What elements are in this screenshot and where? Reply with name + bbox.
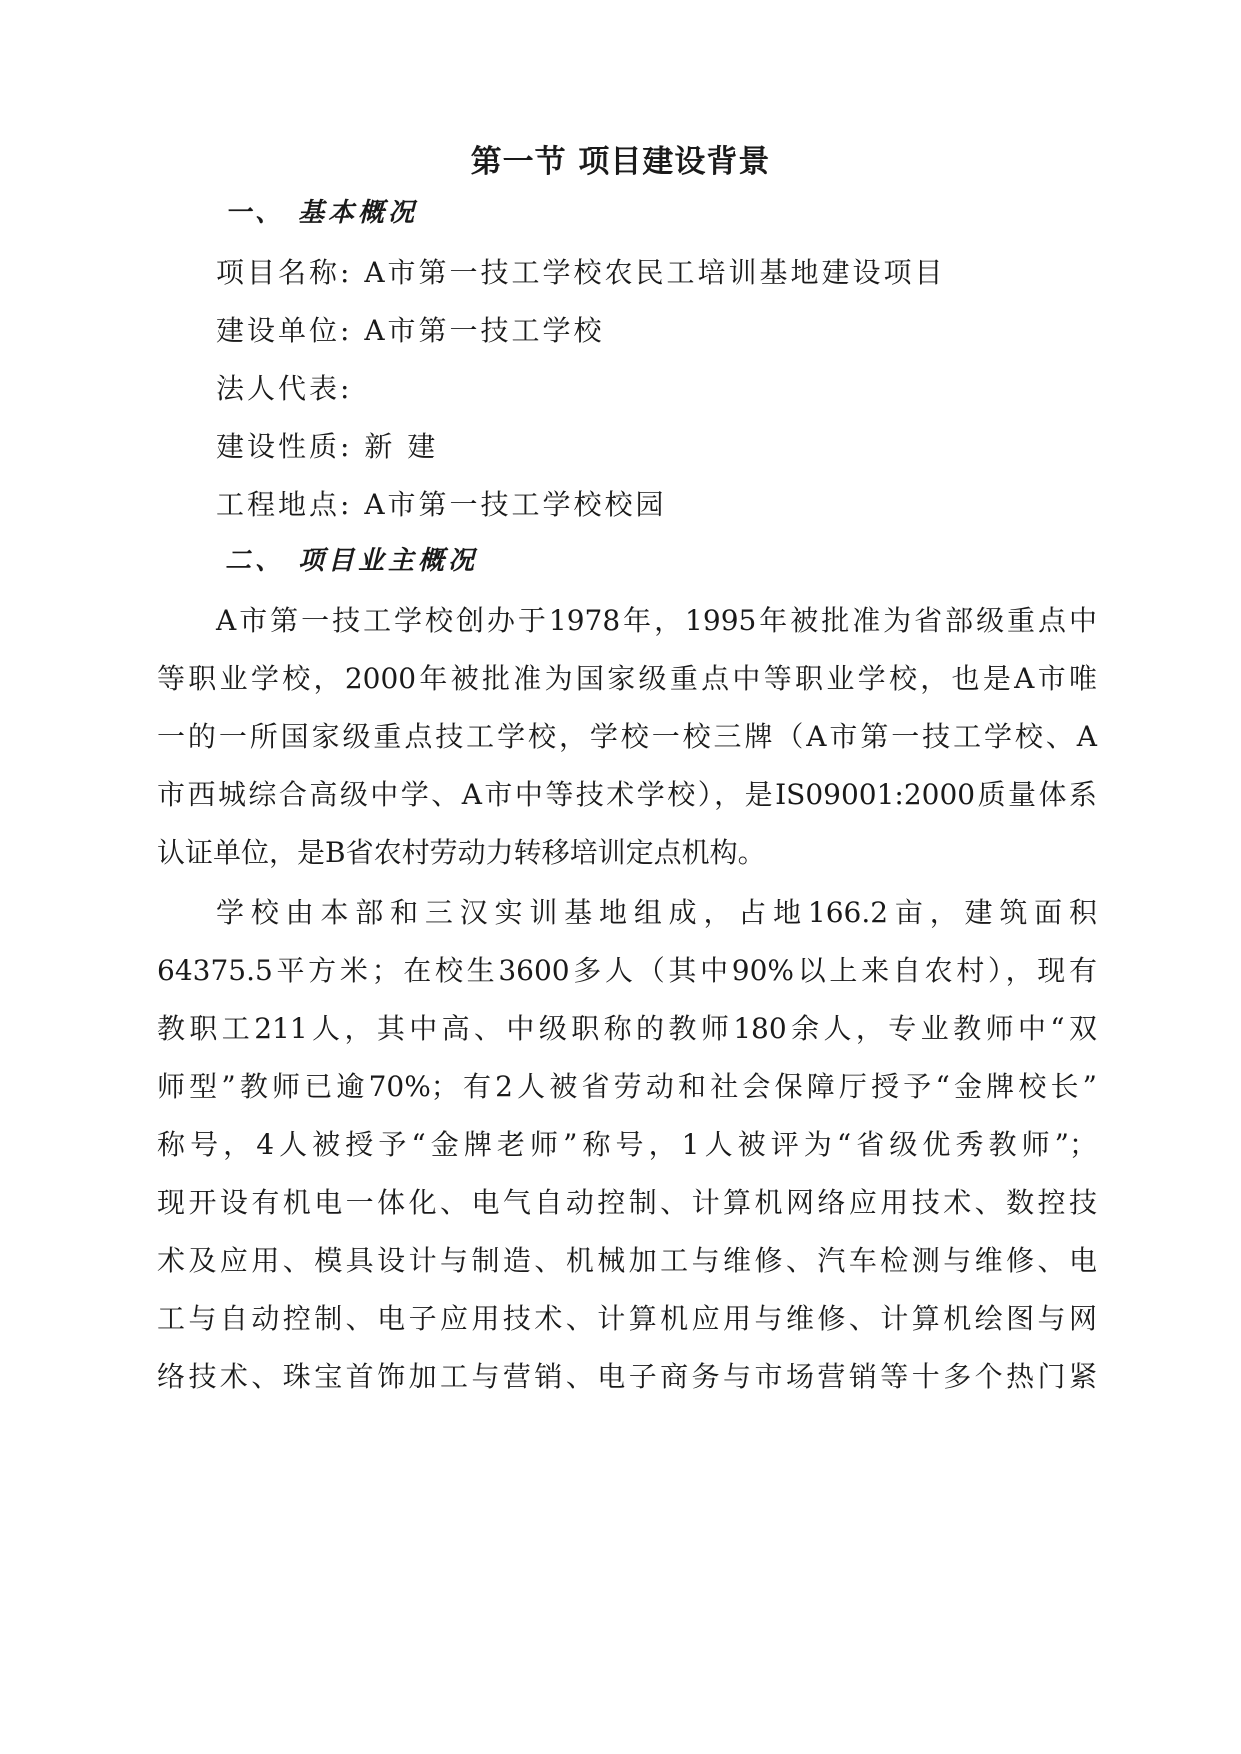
info-label: 建设单位: — [216, 314, 353, 347]
info-value: A市第一技工学校校园 — [352, 488, 667, 521]
info-project-location — [216, 485, 667, 525]
paragraph-line: 一的一所国家级重点技工学校，学校一校三牌（A市第一技工学校、A — [157, 720, 1097, 753]
paragraph-line: 称号，4人被授予“金牌老师”称号，1人被评为“省级优秀教师”； — [157, 1128, 1097, 1161]
info-value: A市第一技工学校 — [352, 314, 605, 347]
paragraph-line: 认证单位，是B省农村劳动力转移培训定点机构。 — [157, 836, 766, 869]
info-legal-representative — [216, 369, 352, 409]
heading-basic-overview: 一、 基本概况 — [225, 198, 419, 228]
info-construction-unit — [216, 311, 605, 351]
info-project-name — [216, 253, 946, 293]
paragraph-line: 64375.5平方米；在校生3600多人（其中90%以上来自农村），现有 — [157, 954, 1097, 987]
paragraph-line: 等职业学校，2000年被批准为国家级重点中等职业学校，也是A市唯 — [157, 662, 1097, 695]
info-construction-nature — [216, 427, 438, 467]
section-title: 第一节 项目建设背景 — [470, 144, 771, 180]
paragraph-line: 术及应用、模具设计与制造、机械加工与维修、汽车检测与维修、电 — [157, 1244, 1097, 1277]
paragraph-line: A市第一技工学校创办于1978年，1995年被批准为省部级重点中 — [216, 604, 1097, 637]
paragraph-line: 师型”教师已逾70%；有2人被省劳动和社会保障厅授予“金牌校长” — [157, 1070, 1097, 1103]
paragraph-line: 学校由本部和三汉实训基地组成，占地166.2亩，建筑面积 — [216, 896, 1097, 929]
info-value: 新 建 — [352, 430, 439, 463]
heading-owner-overview: 二、 项目业主概况 — [225, 546, 479, 576]
paragraph-line: 市西城综合高级中学、A市中等技术学校），是IS09001:2000质量体系 — [157, 778, 1097, 811]
info-label: 项目名称: — [216, 256, 353, 289]
info-label: 建设性质: — [216, 430, 353, 463]
info-label: 法人代表: — [216, 372, 353, 405]
paragraph-line: 教职工211人，其中高、中级职称的教师180余人，专业教师中“双 — [157, 1012, 1097, 1045]
paragraph-line: 现开设有机电一体化、电气自动控制、计算机网络应用技术、数控技 — [157, 1186, 1097, 1219]
paragraph-line: 络技术、珠宝首饰加工与营销、电子商务与市场营销等十多个热门紧 — [157, 1360, 1097, 1393]
info-label: 工程地点: — [216, 488, 353, 521]
paragraph-line: 工与自动控制、电子应用技术、计算机应用与维修、计算机绘图与网 — [157, 1302, 1097, 1335]
info-value: A市第一技工学校农民工培训基地建设项目 — [352, 256, 946, 289]
